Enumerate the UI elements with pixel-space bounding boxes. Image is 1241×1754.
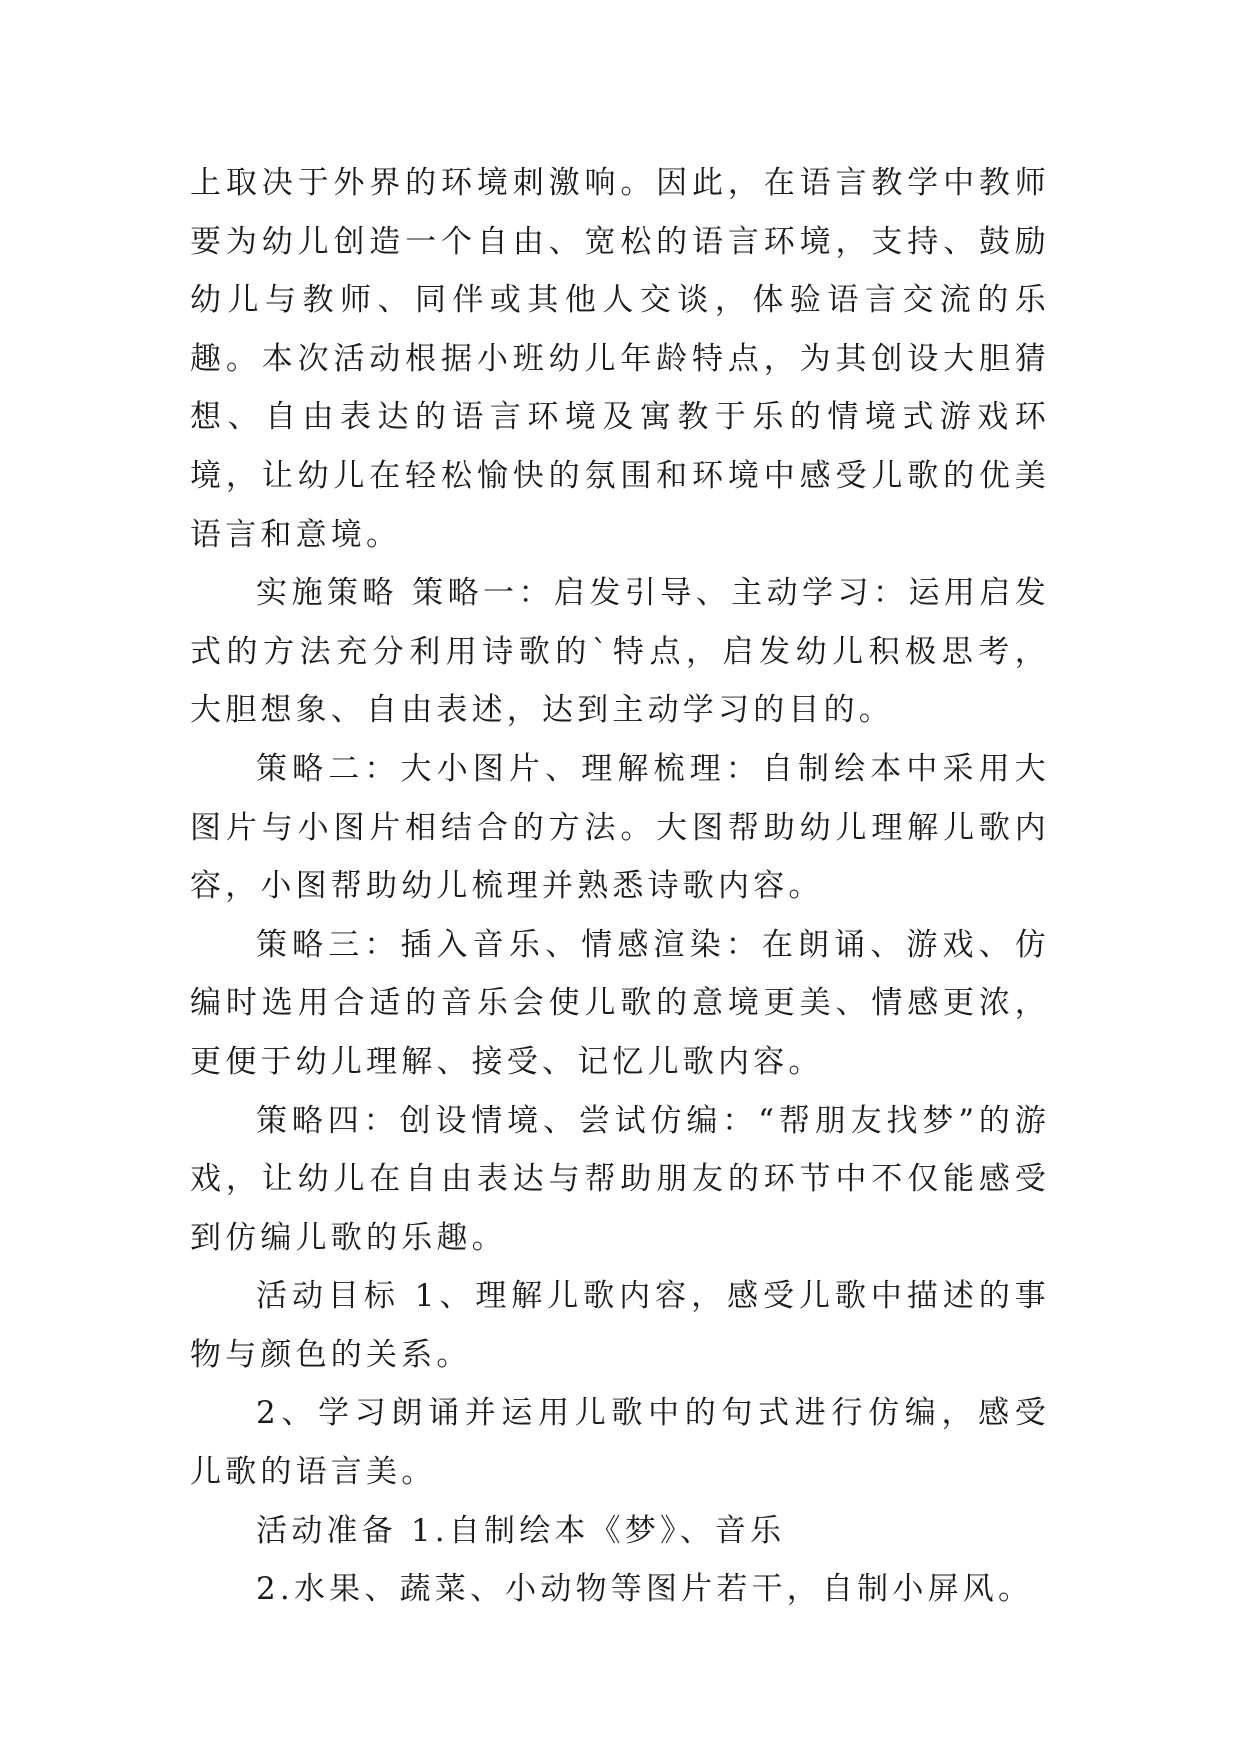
document-body	[190, 154, 1050, 1619]
paragraph-preparation-one: 活动准备 1.自制绘本《梦》、音乐	[256, 1512, 786, 1549]
paragraph-goal-two: 2、学习朗诵并运用儿歌中的句式进行仿编，感受儿歌的语言美。	[190, 1395, 1050, 1491]
paragraph-strategy-three: 策略三：插入音乐、情感渲染：在朗诵、游戏、仿编时选用合适的音乐会使儿歌的意境更美、情感更浓，更便于幼儿理解、接受、记忆儿歌内容。	[190, 926, 1050, 1080]
paragraph-strategy-four: 策略四：创设情境、尝试仿编：“帮朋友找梦”的游戏，让幼儿在自由表达与帮助朋友的环节中不仅能感受到仿编儿歌的乐趣。	[190, 1102, 1050, 1256]
paragraph-intro: 上取决于外界的环境刺激响。因此，在语言教学中教师要为幼儿创造一个自由、宽松的语言环境，支持、鼓励幼儿与教师、同伴或其他人交谈，体验语言交流的乐趣。本次活动根据小班幼儿年龄特点，为其创设大胆猜想、自由表达的语言环境及寓教于乐的情境式游戏环境，让幼儿在轻松愉快的氛围和环境中感受儿歌的优美语言和意境。	[190, 165, 1050, 553]
paragraph-strategy-one: 实施策略 策略一：启发引导、主动学习：运用启发式的方法充分利用诗歌的`特点，启发幼儿积极思考，大胆想象、自由表述，达到主动学习的目的。	[190, 575, 1050, 729]
paragraph-preparation-two: 2.水果、蔬菜、小动物等图片若干，自制小屏风。	[256, 1571, 1034, 1608]
paragraph-goal-one: 活动目标 1、理解儿歌内容，感受儿歌中描述的事物与颜色的关系。	[190, 1278, 1050, 1373]
paragraph-strategy-two: 策略二：大小图片、理解梳理：自制绘本中采用大图片与小图片相结合的方法。大图帮助幼儿理解儿歌内容，小图帮助幼儿梳理并熟悉诗歌内容。	[190, 750, 1050, 905]
